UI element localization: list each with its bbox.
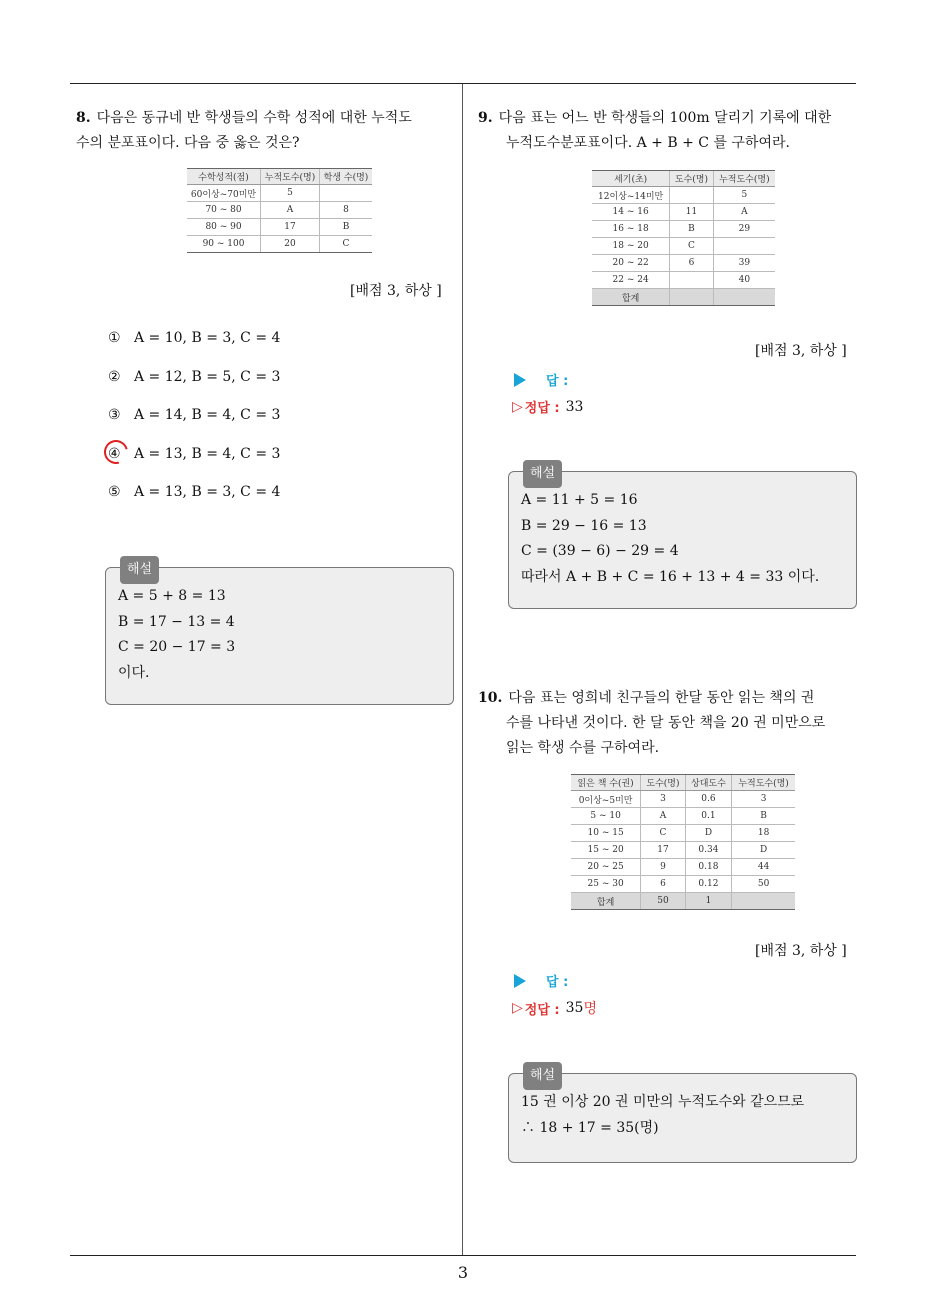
- table-cell: B: [732, 808, 795, 825]
- hollow-arrow-icon: ▷: [512, 1000, 523, 1016]
- table-cell: A: [641, 808, 686, 825]
- solution-line: C = (39 − 6) − 29 = 4: [521, 543, 679, 559]
- solution-line: 이다.: [118, 664, 150, 681]
- table-cell: 17: [641, 842, 686, 859]
- solution-tab: 해설: [523, 460, 562, 488]
- table-cell: 29: [713, 221, 775, 238]
- table-cell: 20: [261, 236, 320, 253]
- table-row: [592, 238, 775, 255]
- solution-line: A = 11 + 5 = 16: [521, 492, 638, 508]
- table-header: 학생 수(명): [320, 169, 373, 185]
- table-cell: 9: [641, 859, 686, 876]
- solution-box-q8: [105, 562, 454, 705]
- table-row: [571, 842, 795, 859]
- question-stem-line: 누적도수분포표이다. A + B + C 를 구하여라.: [506, 135, 790, 151]
- table-cell: D: [732, 842, 795, 859]
- question-stem-line: 수의 분포표이다. 다음 중 옳은 것은?: [76, 135, 300, 151]
- page-number: 3: [457, 1263, 469, 1282]
- table-cell: [670, 272, 713, 289]
- table-cell: 39: [713, 255, 775, 272]
- table-header: 누적도수(명): [713, 171, 775, 187]
- table-cell: 3: [641, 791, 686, 808]
- table-cell: [732, 893, 795, 910]
- table-cell: 44: [732, 859, 795, 876]
- question-stem-line: 읽는 학생 수를 구하여라.: [506, 740, 660, 756]
- solution-box-q9: [508, 466, 857, 609]
- table-cell: 1: [685, 893, 731, 910]
- table-cell: C: [670, 238, 713, 255]
- choice-number: ②: [108, 368, 121, 385]
- table-cell: 16 ~ 18: [592, 221, 670, 238]
- choice-number: ①: [108, 330, 121, 346]
- question-stem-line: 수를 나타낸 것이다. 한 달 동안 책을 20 권 미만으로: [506, 715, 826, 731]
- table-cell: 18: [732, 825, 795, 842]
- choice-text: A = 10, B = 3, C = 4: [134, 330, 281, 346]
- table-cell: 50: [732, 876, 795, 893]
- question-stem-line: 다음은 동규네 반 학생들의 수학 성적에 대한 누적도: [96, 110, 412, 126]
- table-cell: 22 ~ 24: [592, 272, 670, 289]
- table-cell: 70 ~ 80: [187, 202, 261, 219]
- table-header: 도수(명): [670, 171, 713, 187]
- choice-list: [108, 330, 280, 523]
- choice-4[interactable]: [108, 446, 280, 485]
- table-header: 읽은 책 수(권): [571, 775, 641, 791]
- table-cell: 5: [713, 187, 775, 204]
- answer-label: 답 :: [546, 374, 569, 389]
- play-arrow-icon: [514, 373, 526, 387]
- table-cell: 8: [320, 202, 373, 219]
- hollow-arrow-icon: ▷: [512, 398, 523, 415]
- table-row: [571, 808, 795, 825]
- table-row: [592, 187, 775, 204]
- choice-text: A = 13, B = 3, C = 4: [134, 484, 281, 500]
- table-cell: 0.6: [685, 791, 731, 808]
- solution-line: ∴ 18 + 17 = 35(명): [521, 1119, 659, 1136]
- question-9: [478, 106, 860, 156]
- table-row: [187, 236, 372, 253]
- table-cell: 14 ~ 16: [592, 204, 670, 221]
- table-cell: 17: [261, 219, 320, 236]
- table-cell: 3: [732, 791, 795, 808]
- table-row: [592, 221, 775, 238]
- table-row: [571, 893, 795, 910]
- correct-value: 33: [565, 398, 584, 415]
- choice-text: A = 13, B = 4, C = 3: [134, 445, 281, 462]
- table-cell: [670, 289, 713, 306]
- table-cell: B: [670, 221, 713, 238]
- choice-text: A = 14, B = 4, C = 3: [134, 407, 281, 423]
- table-cell: 40: [713, 272, 775, 289]
- table-cell: 합계: [571, 893, 641, 910]
- table-cell: 6: [670, 255, 713, 272]
- table-cell: C: [320, 236, 373, 253]
- choice-2[interactable]: [108, 369, 280, 408]
- table-cell: [670, 187, 713, 204]
- solution-line: C = 20 − 17 = 3: [118, 639, 236, 655]
- correct-value: 35: [565, 1000, 584, 1016]
- table-row: [592, 272, 775, 289]
- column-divider: [462, 84, 463, 1256]
- table-header: 누적도수(명): [261, 169, 320, 185]
- solution-line: 따라서 A + B + C = 16 + 13 + 4 = 33 이다.: [521, 568, 820, 585]
- answer-label: 답 :: [546, 975, 569, 990]
- table-header: 누적도수(명): [732, 775, 795, 791]
- table-cell: 25 ~ 30: [571, 876, 641, 893]
- correct-answer-row: [512, 397, 583, 416]
- frequency-table-q10: [571, 774, 795, 910]
- table-row: [187, 185, 372, 202]
- table-header: 도수(명): [641, 775, 686, 791]
- table-cell: 12이상~14미만: [592, 187, 670, 204]
- table-cell: [713, 289, 775, 306]
- question-stem-line: 다음 표는 어느 반 학생들의 100m 달리기 기록에 대한: [498, 110, 832, 126]
- question-number: 8.: [76, 110, 91, 126]
- table-row: [571, 859, 795, 876]
- table-cell: 6: [641, 876, 686, 893]
- score-label: [배점 3, 하상 ]: [755, 343, 847, 359]
- table-cell: B: [320, 219, 373, 236]
- table-row: [571, 791, 795, 808]
- solution-tab: 해설: [120, 556, 159, 584]
- question-10: [478, 686, 860, 761]
- table-cell: 18 ~ 20: [592, 238, 670, 255]
- score-label: [배점 3, 하상 ]: [755, 943, 847, 959]
- table-cell: 50: [641, 893, 686, 910]
- choice-number: ⑤: [108, 484, 121, 500]
- bottom-rule: [70, 1255, 856, 1256]
- table-cell: D: [685, 825, 731, 842]
- table-cell: 90 ~ 100: [187, 236, 261, 253]
- question-number: 10.: [478, 690, 503, 706]
- solution-box-q10: [508, 1068, 857, 1163]
- score-label: [배점 3, 하상 ]: [350, 283, 442, 299]
- correct-label: 정답 :: [524, 401, 560, 416]
- solution-tab: 해설: [523, 1062, 562, 1090]
- correct-unit: 명: [583, 1001, 597, 1017]
- table-row: [592, 204, 775, 221]
- table-cell: 15 ~ 20: [571, 842, 641, 859]
- play-arrow-icon: [514, 974, 526, 988]
- table-cell: 0.18: [685, 859, 731, 876]
- frequency-table-q8: [187, 168, 372, 253]
- solution-line: 15 권 이상 20 권 미만의 누적도수와 같으므로: [521, 1094, 805, 1110]
- table-cell: C: [641, 825, 686, 842]
- table-cell: 11: [670, 204, 713, 221]
- frequency-table-q9: [592, 170, 775, 306]
- solution-line: A = 5 + 8 = 13: [118, 588, 226, 604]
- table-cell: [713, 238, 775, 255]
- choice-3[interactable]: [108, 407, 280, 446]
- table-row: [592, 255, 775, 272]
- question-stem-line: 다음 표는 영희네 친구들의 한달 동안 읽는 책의 권: [508, 690, 815, 706]
- correct-label: 정답 :: [524, 1002, 560, 1018]
- table-cell: [320, 185, 373, 202]
- table-row: [571, 825, 795, 842]
- table-header: 상대도수: [685, 775, 731, 791]
- table-cell: A: [713, 204, 775, 221]
- choice-number: ③: [108, 407, 121, 423]
- table-cell: 20 ~ 22: [592, 255, 670, 272]
- question-8: [76, 106, 456, 156]
- table-row: [187, 219, 372, 236]
- table-cell: A: [261, 202, 320, 219]
- table-cell: 0.34: [685, 842, 731, 859]
- table-cell: 0.1: [685, 808, 731, 825]
- table-cell: 0.12: [685, 876, 731, 893]
- answer-row: [514, 370, 568, 389]
- table-cell: 합계: [592, 289, 670, 306]
- table-cell: 80 ~ 90: [187, 219, 261, 236]
- table-row: [187, 202, 372, 219]
- table-row: [592, 289, 775, 306]
- choice-5[interactable]: [108, 484, 280, 523]
- table-header: 세기(초): [592, 171, 670, 187]
- choice-1[interactable]: [108, 330, 280, 369]
- choice-text: A = 12, B = 5, C = 3: [134, 368, 281, 385]
- correct-answer-row: [512, 998, 597, 1018]
- table-cell: 5: [261, 185, 320, 202]
- table-cell: 20 ~ 25: [571, 859, 641, 876]
- table-cell: 5 ~ 10: [571, 808, 641, 825]
- solution-line: B = 29 − 16 = 13: [521, 517, 647, 534]
- top-rule: [70, 83, 856, 84]
- table-cell: 0이상~5미만: [571, 791, 641, 808]
- solution-line: B = 17 − 13 = 4: [118, 613, 235, 630]
- choice-number: ④: [108, 445, 121, 462]
- table-row: [571, 876, 795, 893]
- table-cell: 60이상~70미만: [187, 185, 261, 202]
- question-number: 9.: [478, 110, 493, 126]
- table-cell: 10 ~ 15: [571, 825, 641, 842]
- answer-row: [514, 971, 568, 990]
- table-header: 수학성적(점): [187, 169, 261, 185]
